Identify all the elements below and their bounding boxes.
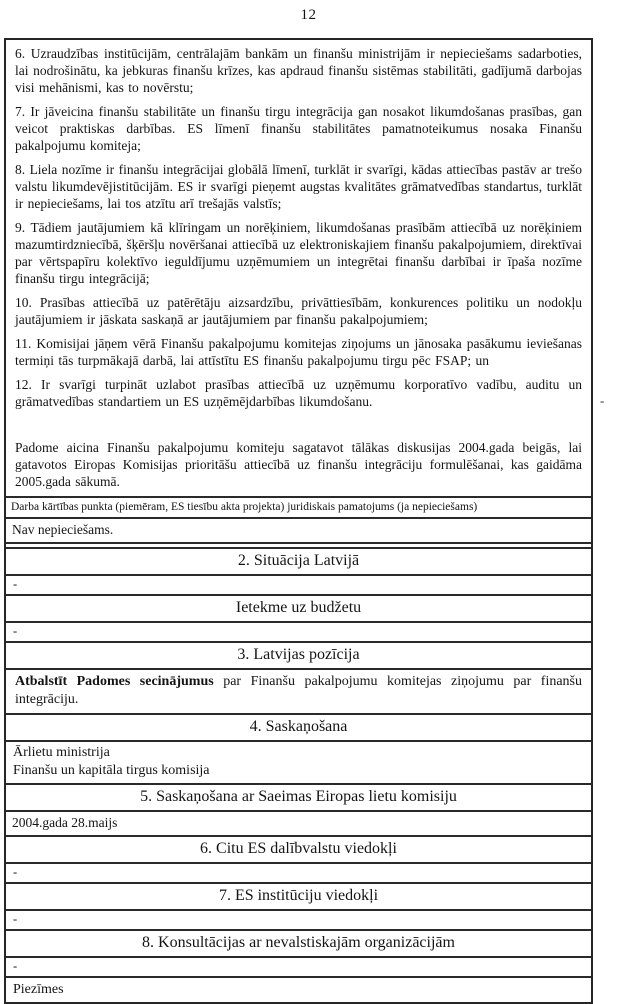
- member-states-views-value: -: [6, 862, 591, 882]
- closing-paragraph: Padome aicina Finanšu pakalpojumu komiteju sagatavot tālākas diskusijas 2004.gada beigās, lai gatavotos Eiropas Komisijas prioritāšu attiecībā uz finanšu integrāciju formulēšanai, kas gaidāma 2005.gada sākumā.: [15, 440, 582, 489]
- section-header-saeima-coordination: 5. Saskaņošana ar Saeimas Eiropas lietu komisiju: [6, 783, 591, 810]
- saeima-coordination-date: 2004.gada 28.maijs: [6, 810, 591, 835]
- section-header-ngo-consultations: 8. Konsultācijas ar nevalstiskajām organizācijām: [6, 929, 591, 956]
- section-header-latvia-position: 3. Latvijas pozīcija: [6, 641, 591, 668]
- coordination-line-fktk: Finanšu un kapitāla tirgus komisija: [13, 763, 210, 778]
- conclusion-paragraph-12: 12. Ir svarīgi turpināt uzlabot prasības attiecībā uz uzņēmumu korporatīvo vadību, auditu un grāmatvedības standartiem un ES uzņēmējdarbības likumdošanu.: [15, 377, 582, 409]
- section-header-member-states-views: 6. Citu ES dalībvalstu viedokļi: [6, 835, 591, 862]
- latvia-position-value: [6, 668, 591, 713]
- conclusion-paragraph-10: 10. Prasības attiecībā uz patērētāju aizsardzību, privāttiesībām, konkurences politiku un nodokļu jautājumiem ir jāskata saskaņā ar jautājumiem par finanšu pakalpojumiem;: [15, 295, 582, 327]
- legal-basis-value: Nav nepieciešams.: [6, 517, 591, 542]
- position-rest-text: par Finanšu pakalpojumu komitejas ziņojumu par finanšu integrāciju.: [15, 674, 583, 707]
- page-number: 12: [300, 7, 317, 23]
- ngo-consultations-value: -: [6, 956, 591, 976]
- section-header-situation-latvia: 2. Situācija Latvijā: [237, 552, 360, 569]
- conclusion-paragraph-8: 8. Liela nozīme ir finanšu integrācijai globālā līmenī, turklāt ir svarīgi, kādas attiecības pastāv ar trešo valstu likumdevējistitūcijām. ES ir svarīgi pieņemt augstas kvalitātes grāmatvedības standartus, turklāt ir nepieciešams, lai tos atzītu arī trešajās valstīs;: [15, 162, 582, 211]
- table-section-separator: [6, 542, 591, 549]
- position-bold-text: Atbalstīt Padomes secinājumus: [15, 674, 214, 689]
- conclusion-paragraph-9: 9. Tādiem jautājumiem kā klīringam un norēķiniem, likumdošanas prasībām attiecībā uz norēķiniem mazumtirdzniecībā, šķēršļu novēršanai attiecībā uz elektroniskajiem finanšu pakalpojumiem, direktīvai par vērtspapīru kolektīvo ieguldījumu uzņēmumiem un integrētai finanšu darbībai ir īpaša nozīme finanšu tirgu integrācijā;: [15, 220, 582, 286]
- notes-label: Piezīmes: [6, 976, 591, 1002]
- eu-institutions-views-value: -: [6, 909, 591, 929]
- situation-latvia-value: -: [6, 574, 591, 594]
- eu-position-form-table: [4, 38, 593, 1004]
- council-conclusions-cell: [6, 40, 591, 496]
- coordination-line-foreign-ministry: Ārlietu ministrija: [13, 745, 110, 760]
- section-header-coordination: 4. Saskaņošana: [6, 713, 591, 740]
- margin-artifact-dash: -: [600, 393, 605, 408]
- coordination-value: [6, 740, 591, 783]
- conclusion-paragraph-11: 11. Komisijai jāņem vērā Finanšu pakalpojumu komitejas ziņojums un jānosaka pasākumu ieviešanas termiņi tās turpmākajā darbā, lai attīstītu ES finanšu pakalpojumu tirgu pēc FSAP; un: [15, 336, 582, 368]
- conclusion-paragraph-7: 7. Ir jāveicina finanšu stabilitāte un finanšu tirgu integrācija gan nosakot likumdošanas prasības, gan veicot praktiskas darbības. ES līmenī finanšu stabilitātes pamatnoteikumus nosaka Finanšu pakalpojumu komiteja;: [15, 104, 582, 153]
- section-header-eu-institutions-views: 7. ES institūciju viedokļi: [6, 882, 591, 909]
- budget-impact-value: -: [6, 621, 591, 641]
- conclusion-paragraph-6: 6. Uzraudzības institūcijām, centrālajām bankām un finanšu ministrijām ir nepieciešams sadarboties, lai nodrošinātu, ka jebkuras finanšu krīzes, kas apdraud finanšu sistēmas stabilitāti, gadījumā darbojas visi mehānismi, kas to novērstu;: [15, 46, 582, 95]
- legal-basis-label: Darba kārtības punkta (piemēram, ES tiesību akta projekta) juridiskais pamatojums (ja nepieciešams): [6, 496, 591, 517]
- section-header-budget-impact: Ietekme uz budžetu: [6, 594, 591, 621]
